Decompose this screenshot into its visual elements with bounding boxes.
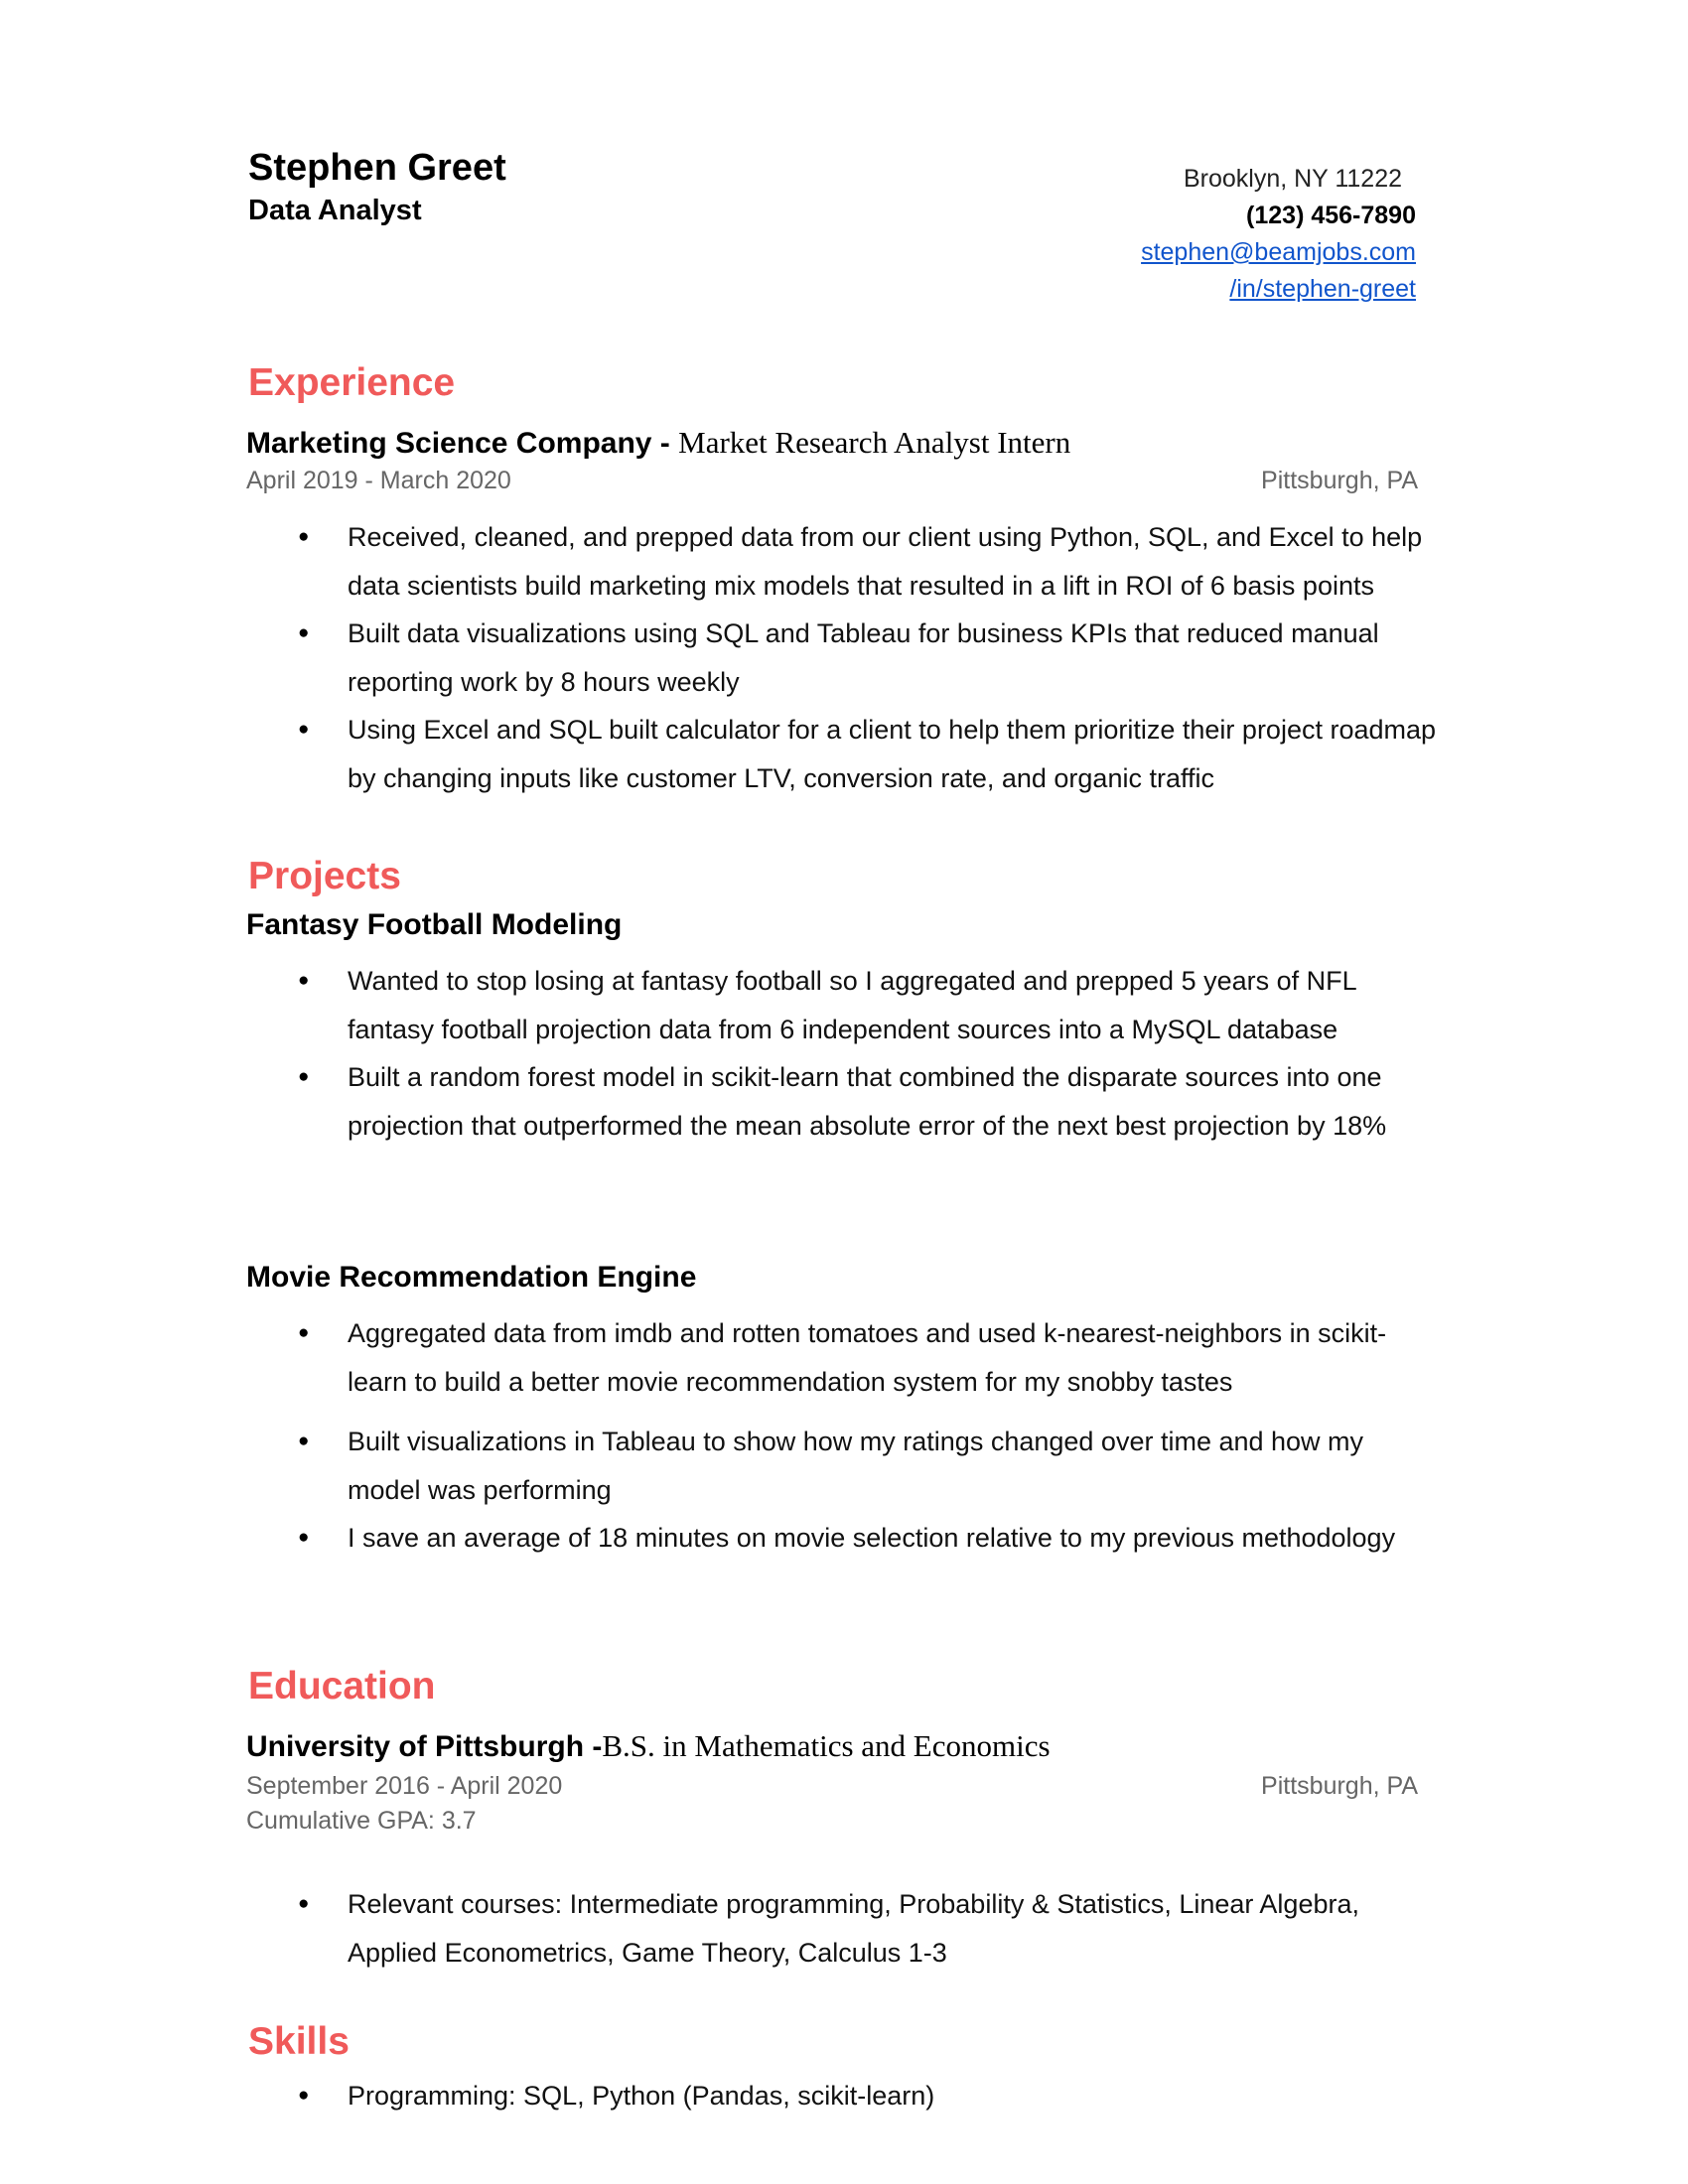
list-item: ● Received, cleaned, and prepped data from our client using Python, SQL, and Excel to help data scientists build marketing mix models that resulted in a lift in ROI of 6 basis points bbox=[248, 513, 1440, 610]
experience-meta bbox=[246, 467, 1418, 495]
list-item: ● Built visualizations in Tableau to show how my ratings changed over time and how my model was performing bbox=[248, 1418, 1440, 1514]
education-dates: September 2016 - April 2020 bbox=[246, 1772, 563, 1800]
education-meta bbox=[246, 1772, 1418, 1801]
skills-bullets bbox=[248, 2072, 1440, 2120]
separator: - bbox=[651, 427, 679, 460]
project-title: Movie Recommendation Engine bbox=[246, 1261, 697, 1294]
experience-heading bbox=[246, 425, 1070, 461]
linkedin-link[interactable]: /in/stephen-greet bbox=[1229, 275, 1416, 303]
section-heading-skills: Skills bbox=[248, 2020, 350, 2063]
education-heading bbox=[246, 1728, 1051, 1764]
degree: B.S. in Mathematics and Economics bbox=[602, 1728, 1051, 1763]
list-item: ● Built data visualizations using SQL and Tableau for business KPIs that reduced manual reporting work by 8 hours weekly bbox=[248, 610, 1440, 706]
school-name: University of Pittsburgh bbox=[246, 1730, 585, 1763]
address: Brooklyn, NY 11222 bbox=[1183, 165, 1402, 193]
list-item: ● Relevant courses: Intermediate programming, Probability & Statistics, Linear Algebra, Applied Econometrics, Game Theory, Calculus 1-3 bbox=[248, 1880, 1440, 1977]
experience-dates: April 2019 - March 2020 bbox=[246, 467, 511, 494]
candidate-name: Stephen Greet bbox=[248, 147, 506, 189]
education-bullets bbox=[248, 1880, 1440, 1977]
experience-location: Pittsburgh, PA bbox=[1261, 467, 1418, 494]
list-item: ● Programming: SQL, Python (Pandas, scikit-learn) bbox=[248, 2072, 1440, 2120]
contact-block bbox=[1141, 161, 1416, 308]
list-item: ● I save an average of 18 minutes on movie selection relative to my previous methodology bbox=[248, 1514, 1440, 1563]
separator: - bbox=[584, 1730, 603, 1763]
project2-bullets bbox=[248, 1309, 1440, 1563]
candidate-title: Data Analyst bbox=[248, 195, 422, 226]
list-item: ● Built a random forest model in scikit-learn that combined the disparate sources into one projection that outperformed the mean absolute error of the next best projection by 18% bbox=[248, 1053, 1440, 1150]
list-item: ● Aggregated data from imdb and rotten tomatoes and used k-nearest-neighbors in scikit-learn to build a better movie recommendation system for my snobby tastes bbox=[248, 1309, 1440, 1406]
project1-bullets bbox=[248, 957, 1440, 1150]
list-item: ● Using Excel and SQL built calculator for a client to help them prioritize their project roadmap by changing inputs like customer LTV, conversion rate, and organic traffic bbox=[248, 706, 1440, 802]
section-heading-education: Education bbox=[248, 1665, 436, 1707]
position-title: Market Research Analyst Intern bbox=[678, 425, 1071, 460]
gpa: Cumulative GPA: 3.7 bbox=[246, 1807, 477, 1835]
list-item: ● Wanted to stop losing at fantasy football so I aggregated and prepped 5 years of NFL fantasy football projection data from 6 independent sources into a MySQL database bbox=[248, 957, 1440, 1053]
section-heading-projects: Projects bbox=[248, 855, 401, 897]
company-name: Marketing Science Company bbox=[246, 427, 652, 460]
phone-number: (123) 456-7890 bbox=[1246, 202, 1416, 229]
section-heading-experience: Experience bbox=[248, 361, 456, 404]
email-link[interactable]: stephen@beamjobs.com bbox=[1141, 238, 1416, 266]
project-title: Fantasy Football Modeling bbox=[246, 908, 623, 941]
education-location: Pittsburgh, PA bbox=[1261, 1772, 1418, 1800]
experience-bullets bbox=[248, 513, 1440, 802]
